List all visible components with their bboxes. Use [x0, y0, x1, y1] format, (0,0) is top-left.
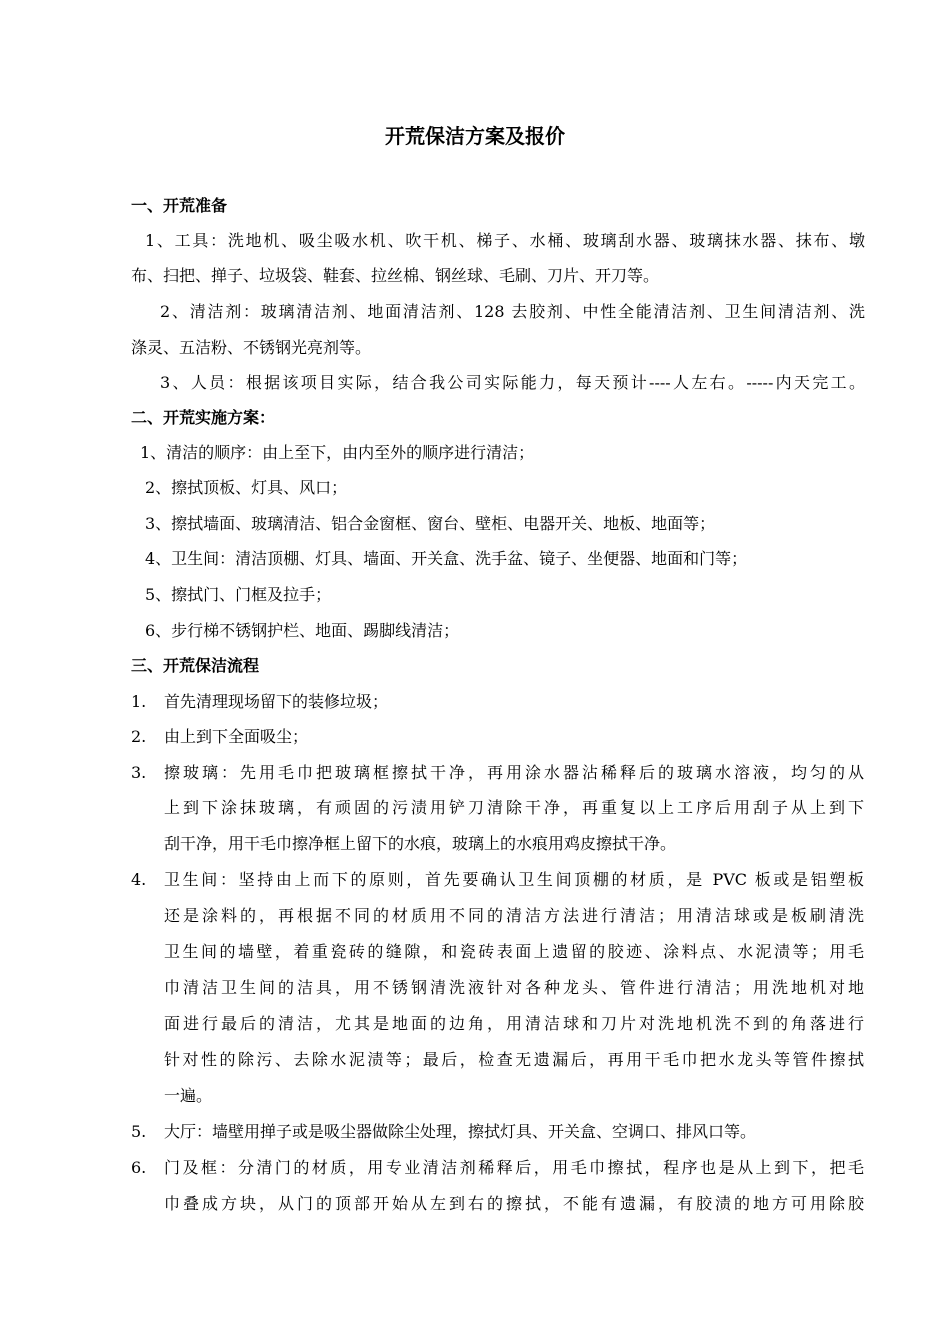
list-item-line: 上到下涂抹玻璃，有顽固的污渍用铲刀清除干净，再重复以上工序后用刮子从上到下	[164, 798, 864, 817]
list-item-line: 针对性的除污、去除水泥渍等；最后，检查无遗漏后，再用干毛巾把水龙头等管件擦拭	[164, 1050, 864, 1069]
list-number: 1.	[131, 692, 147, 711]
list-item-line: 首先清理现场留下的装修垃圾；	[164, 692, 389, 711]
section-2-heading: 二、开荒实施方案：	[131, 408, 276, 427]
list-item-line: 大厅：墙壁用掸子或是吸尘器做除尘处理，擦拭灯具、开关盒、空调口、排风口等。	[164, 1122, 757, 1141]
list-item-line: 卫生间的墙壁，着重瓷砖的缝隙，和瓷砖表面上遗留的胶迹、涂料点、水泥渍等；用毛	[164, 942, 864, 961]
section-2-item: 5、擦拭门、门框及拉手；	[145, 585, 332, 604]
agents-line-2: 涤灵、五洁粉、不锈钢光亮剂等。	[131, 338, 372, 357]
list-item-line: 巾清洁卫生间的洁具，用不锈钢清洗液针对各种龙头、管件进行清洁；用洗地机对地	[164, 978, 864, 997]
list-item-line: 擦玻璃：先用毛巾把玻璃框擦拭干净，再用涂水器沾稀释后的玻璃水溶液，均匀的从	[164, 763, 864, 782]
list-number: 3.	[131, 763, 147, 782]
staff-line: 3、人员：根据该项目实际，结合我公司实际能力，每天预计----人左右。-----内天完工。	[160, 373, 865, 392]
list-number: 6.	[131, 1158, 147, 1177]
section-2-item: 1、清洁的顺序：由上至下，由内至外的顺序进行清洁；	[140, 443, 535, 462]
section-2-item: 2、擦拭顶板、灯具、风口；	[145, 478, 348, 497]
list-number: 4.	[131, 870, 147, 889]
list-item-line: 面进行最后的清洁，尤其是地面的边角，用清洁球和刀片对洗地机洗不到的角落进行	[164, 1014, 864, 1033]
list-item-line: 一遍。	[164, 1086, 213, 1105]
tools-line-1: 1、工具：洗地机、吸尘吸水机、吹干机、梯子、水桶、玻璃刮水器、玻璃抹水器、抹布、墩	[145, 231, 865, 250]
list-item-line: 由上到下全面吸尘；	[164, 727, 309, 746]
tools-line-2: 布、扫把、掸子、垃圾袋、鞋套、拉丝棉、钢丝球、毛刷、刀片、开刀等。	[131, 266, 660, 285]
document-title: 开荒保洁方案及报价	[385, 124, 565, 148]
list-item-line: 刮干净，用干毛巾擦净框上留下的水痕，玻璃上的水痕用鸡皮擦拭干净。	[164, 834, 677, 853]
section-1-heading: 一、开荒准备	[131, 196, 228, 215]
list-item-line: 巾叠成方块，从门的顶部开始从左到右的擦拭，不能有遗漏，有胶渍的地方可用除胶	[164, 1194, 864, 1213]
section-2-item: 4、卫生间：清洁顶棚、灯具、墙面、开关盒、洗手盆、镜子、坐便器、地面和门等；	[145, 549, 748, 568]
list-number: 2.	[131, 727, 147, 746]
section-3-heading: 三、开荒保洁流程	[131, 656, 260, 675]
list-item-line: 门及框：分清门的材质，用专业清洁剂稀释后，用毛巾擦拭，程序也是从上到下，把毛	[164, 1158, 864, 1177]
section-2-item: 3、擦拭墙面、玻璃清洁、铝合金窗框、窗台、壁柜、电器开关、地板、地面等；	[145, 514, 716, 533]
section-2-item: 6、步行梯不锈钢护栏、地面、踢脚线清洁；	[145, 621, 460, 640]
list-item-line: 卫生间：坚持由上而下的原则，首先要确认卫生间顶棚的材质，是 PVC 板或是铝塑板	[164, 870, 864, 889]
list-number: 5.	[131, 1122, 147, 1141]
agents-line-1: 2、清洁剂：玻璃清洁剂、地面清洁剂、128 去胶剂、中性全能清洁剂、卫生间清洁剂、洗	[160, 302, 865, 321]
list-item-line: 还是涂料的，再根据不同的材质用不同的清洁方法进行清洁；用清洁球或是板刷清洗	[164, 906, 864, 925]
